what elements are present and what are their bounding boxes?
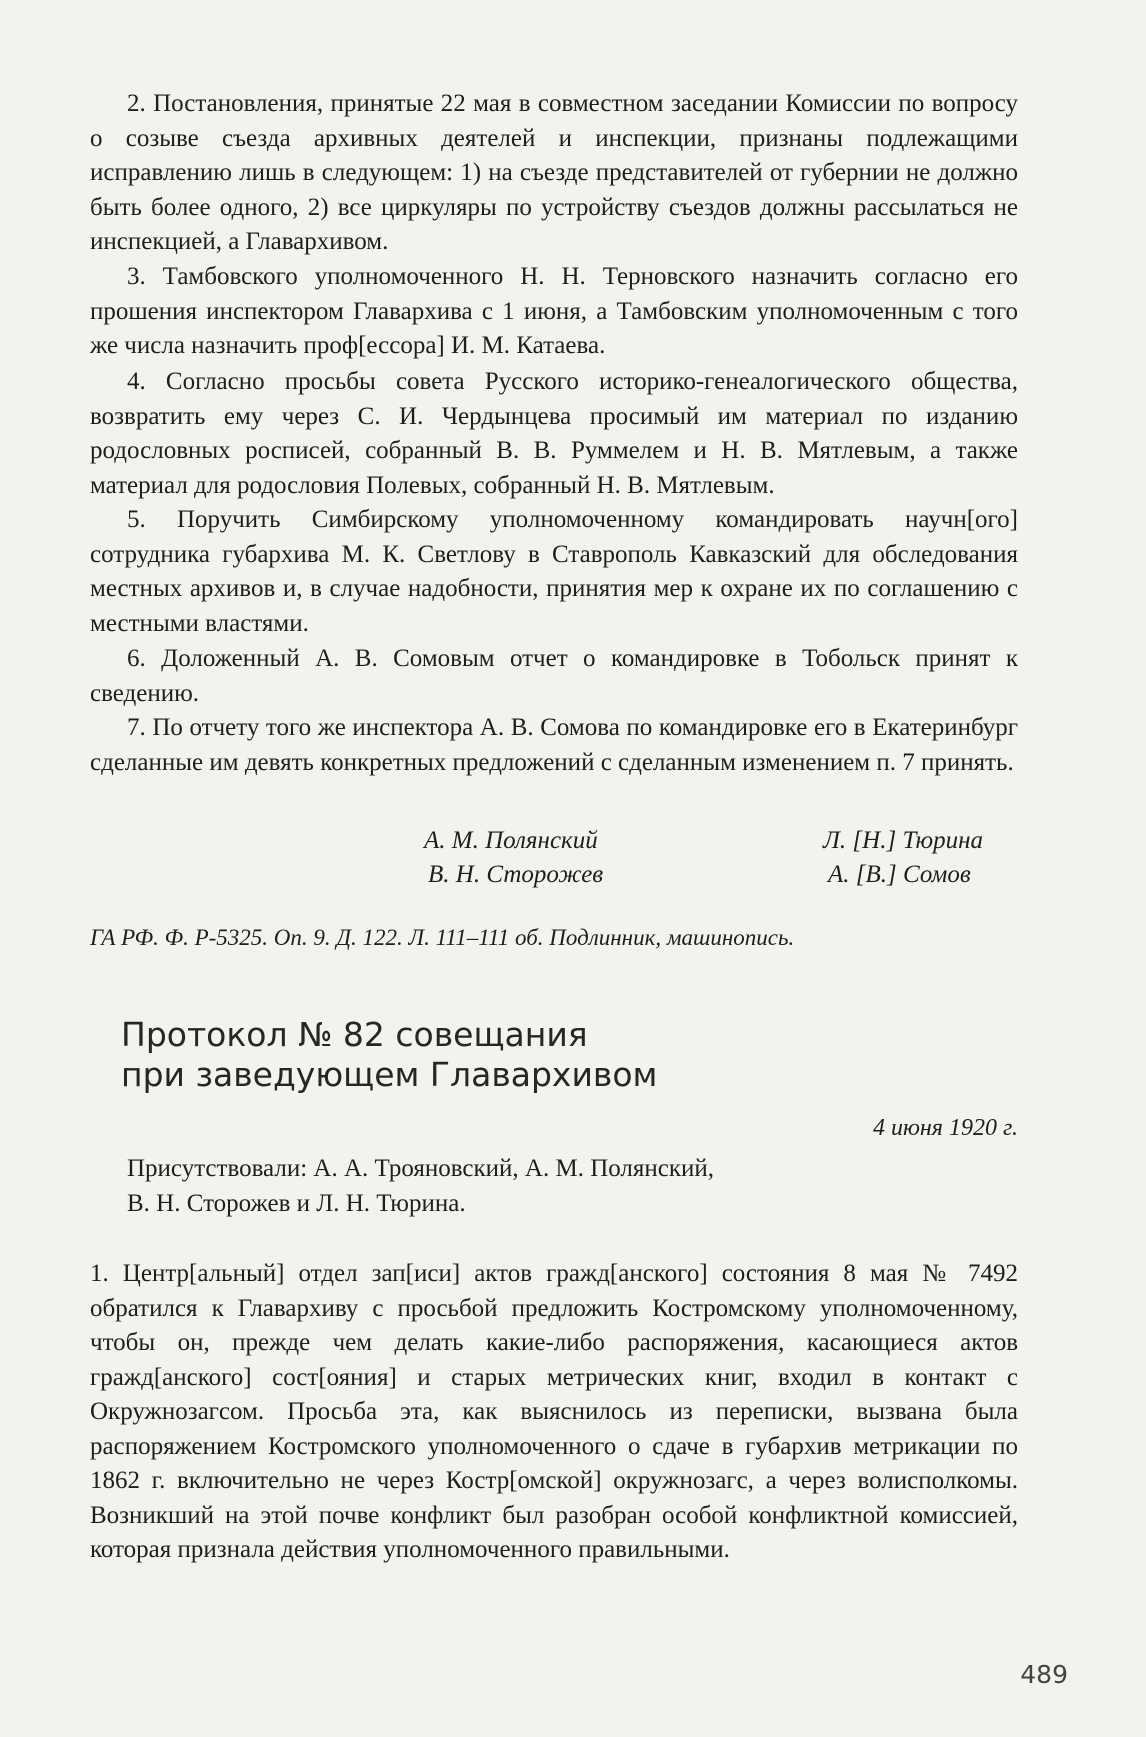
protocol-date: 4 июня 1920 г.: [872, 1115, 1018, 1141]
signature-somov: А. [В.] Сомов: [828, 861, 971, 888]
paragraph-item-6: 6. Доложенный А. В. Сомовым отчет о командировке в Тобольск принят к сведению.: [90, 645, 1018, 707]
page-number: 489: [1020, 1660, 1068, 1689]
attendees: [127, 1152, 927, 1221]
attendees-line-1: Присутствовали: А. А. Трояновский, А. М. Полянский,: [127, 1155, 715, 1182]
protocol-item-1: 1. Центр[альный] отдел зап[иси] актов гражд[анского] состояния 8 мая № 7492 обратился к Главархиву с просьбой предложить Костромскому уполномоченному, чтобы он, прежде чем делать какие-либо распоряжения, касающиеся актов гражд[анского] сост[ояния] и старых метрических книг, входил в контакт с Окружнозагсом. Просьба эта, как выяснилось из переписки, вызвана была распоряжением Костромского уполномоченного о сдаче в губархив метрикации по 1862 г. включительно не через Костр[омской] окружнозагс, а через волисполкомы. Возникший на этой почве конфликт был разобран особой конфликтной комиссией, которая признала действия уполномоченного правильными.: [90, 1260, 1018, 1563]
signature-storozhev: В. Н. Сторожев: [428, 861, 604, 888]
protocol-heading: [121, 1015, 657, 1095]
archive-source-reference: ГА РФ. Ф. Р-5325. Оп. 9. Д. 122. Л. 111–111 об. Подлинник, машинопись.: [90, 925, 795, 950]
paragraph-item-3: 3. Тамбовского уполномоченного Н. Н. Терновского назначить согласно его прошения инспектором Главархива с 1 июня, а Тамбовским уполномоченным с того же числа назначить проф[ессора] И. М. Катаева.: [90, 263, 1018, 359]
signature-polyansky: А. М. Полянский: [424, 827, 598, 854]
paragraph-item-4: 4. Согласно просьбы совета Русского историко-генеалогического общества, возвратить ему через С. И. Чердынцева просимый им материал по изданию родословных росписей, собранный В. В. Руммелем и Н. В. Мятлевым, а также материал для родословия Полевых, собранный Н. В. Мятлевым.: [90, 368, 1018, 499]
heading-line-1: Протокол № 82 совещания: [121, 1015, 588, 1054]
paragraph-item-5: 5. Поручить Симбирскому уполномоченному командировать научн[ого] сотрудника губархива М. К. Светлову в Ставрополь Кавказский для обследования местных архивов и, в случае надобности, принятия мер к охране их по соглашению с местными властями.: [90, 506, 1018, 637]
signature-tyurina: Л. [Н.] Тюрина: [823, 827, 983, 854]
paragraph-item-7: 7. По отчету того же инспектора А. В. Сомова по командировке его в Екатеринбург сделанные им девять конкретных предложений с сделанным изменением п. 7 принять.: [90, 714, 1018, 776]
paragraph-item-2: 2. Постановления, принятые 22 мая в совместном заседании Комиссии по вопросу о созыве съезда архивных деятелей и инспекции, признаны подлежащими исправлению лишь в следующем: 1) на съезде представителей от губернии не должно быть более одного, 2) все циркуляры по устройству съездов должны рассылаться не инспекцией, а Главархивом.: [90, 90, 1018, 255]
attendees-line-2: В. Н. Сторожев и Л. Н. Тюрина.: [127, 1189, 466, 1217]
heading-line-2: при заведующем Главархивом: [121, 1055, 658, 1094]
